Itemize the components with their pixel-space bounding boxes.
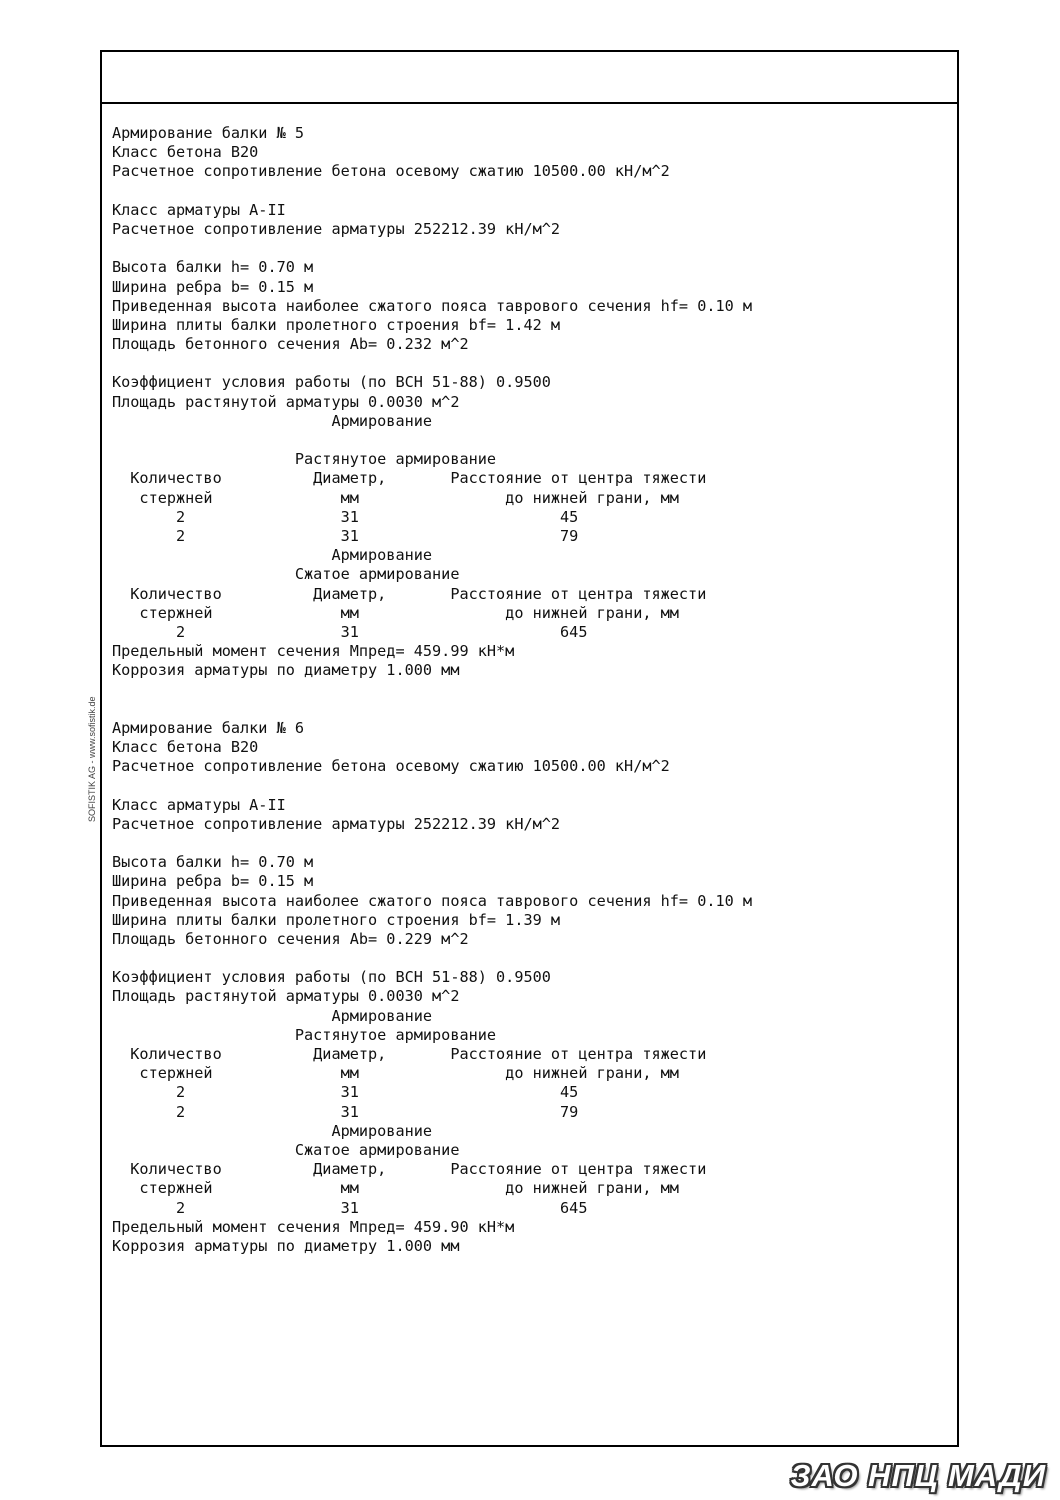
report-line: 2 31 79 xyxy=(112,1102,579,1121)
report-line: Расчетное сопротивление арматуры 252212.39 кН/м^2 xyxy=(112,219,561,238)
report-line: Сжатое армирование xyxy=(112,1140,460,1159)
report-line: Площадь растянутой арматуры 0.0030 м^2 xyxy=(112,392,460,411)
report-body xyxy=(112,124,952,1256)
report-line xyxy=(112,431,952,450)
report-line: Армирование балки № 6 xyxy=(112,718,305,737)
report-line: Расчетное сопротивление бетона осевому сжатию 10500.00 кН/м^2 xyxy=(112,162,670,181)
report-line: Расчетное сопротивление арматуры 252212.39 кН/м^2 xyxy=(112,814,561,833)
report-line: Предельный момент сечения Мпред= 459.99 кН*м xyxy=(112,642,515,661)
report-line xyxy=(112,700,952,719)
report-line: Приведенная высота наиболее сжатого пояса таврового сечения hf= 0.10 м xyxy=(112,296,753,315)
report-line: 2 31 45 xyxy=(112,507,579,526)
report-line: Коррозия арматуры по диаметру 1.000 мм xyxy=(112,661,460,680)
report-line: Ширина плиты балки пролетного строения bf= 1.42 м xyxy=(112,315,561,334)
report-line: Ширина ребра b= 0.15 м xyxy=(112,277,314,296)
report-line: Коэффициент условия работы (по ВСН 51-88) 0.9500 xyxy=(112,968,551,987)
report-line: Армирование xyxy=(112,1006,433,1025)
report-line: стержней мм до нижней грани, мм xyxy=(112,1064,679,1083)
report-line: Высота балки h= 0.70 м xyxy=(112,258,314,277)
report-line: Коррозия арматуры по диаметру 1.000 мм xyxy=(112,1236,460,1255)
report-line xyxy=(112,354,952,373)
report-line: 2 31 45 xyxy=(112,1083,579,1102)
report-line: Приведенная высота наиболее сжатого пояса таврового сечения hf= 0.10 м xyxy=(112,891,753,910)
side-note: SOFISTIK AG - www.sofistik.de xyxy=(87,696,97,822)
report-line: Количество Диаметр, Расстояние от центра тяжести xyxy=(112,1160,707,1179)
report-line: 2 31 645 xyxy=(112,1198,588,1217)
report-line: Класс арматуры A-II xyxy=(112,795,286,814)
report-line: Количество Диаметр, Расстояние от центра тяжести xyxy=(112,1045,707,1063)
report-line: Ширина ребра b= 0.15 м xyxy=(112,872,314,891)
report-line: Площадь растянутой арматуры 0.0030 м^2 xyxy=(112,987,460,1006)
report-line: Армирование xyxy=(112,1121,433,1140)
report-line: Площадь бетонного сечения Ab= 0.229 м^2 xyxy=(112,929,469,948)
report-line: Высота балки h= 0.70 м xyxy=(112,853,314,872)
report-line xyxy=(112,182,952,201)
report-line: Растянутое армирование xyxy=(112,450,497,469)
report-line xyxy=(112,776,952,795)
report-line xyxy=(112,949,952,968)
report-line: Количество Диаметр, Расстояние от центра тяжести xyxy=(112,469,707,488)
report-line: стержней мм до нижней грани, мм xyxy=(112,488,679,507)
report-line xyxy=(112,834,952,853)
report-line: 2 31 79 xyxy=(112,526,579,545)
report-line: Предельный момент сечения Мпред= 459.90 кН*м xyxy=(112,1217,515,1236)
report-line: Растянутое армирование xyxy=(112,1025,497,1044)
header-band xyxy=(102,52,957,104)
report-line: Армирование балки № 5 xyxy=(112,124,305,142)
report-line xyxy=(112,239,952,258)
brand-logo: ЗАО НПЦ МАДИ xyxy=(790,1458,1046,1493)
report-line: Армирование xyxy=(112,411,433,430)
report-line: Количество Диаметр, Расстояние от центра тяжести xyxy=(112,584,707,603)
report-line: Сжатое армирование xyxy=(112,565,460,584)
report-line: Расчетное сопротивление бетона осевому сжатию 10500.00 кН/м^2 xyxy=(112,757,670,776)
report-line: Площадь бетонного сечения Ab= 0.232 м^2 xyxy=(112,335,469,354)
report-line: Ширина плиты балки пролетного строения bf= 1.39 м xyxy=(112,910,561,929)
report-line: Коэффициент условия работы (по ВСН 51-88) 0.9500 xyxy=(112,373,551,392)
report-line: стержней мм до нижней грани, мм xyxy=(112,603,679,622)
report-line: 2 31 645 xyxy=(112,622,588,641)
report-line: стержней мм до нижней грани, мм xyxy=(112,1179,679,1198)
report-line: Класс бетона B20 xyxy=(112,143,259,162)
report-line: Класс арматуры A-II xyxy=(112,200,286,219)
report-line xyxy=(112,680,952,699)
report-line: Класс бетона B20 xyxy=(112,738,259,756)
report-line: Армирование xyxy=(112,546,433,565)
